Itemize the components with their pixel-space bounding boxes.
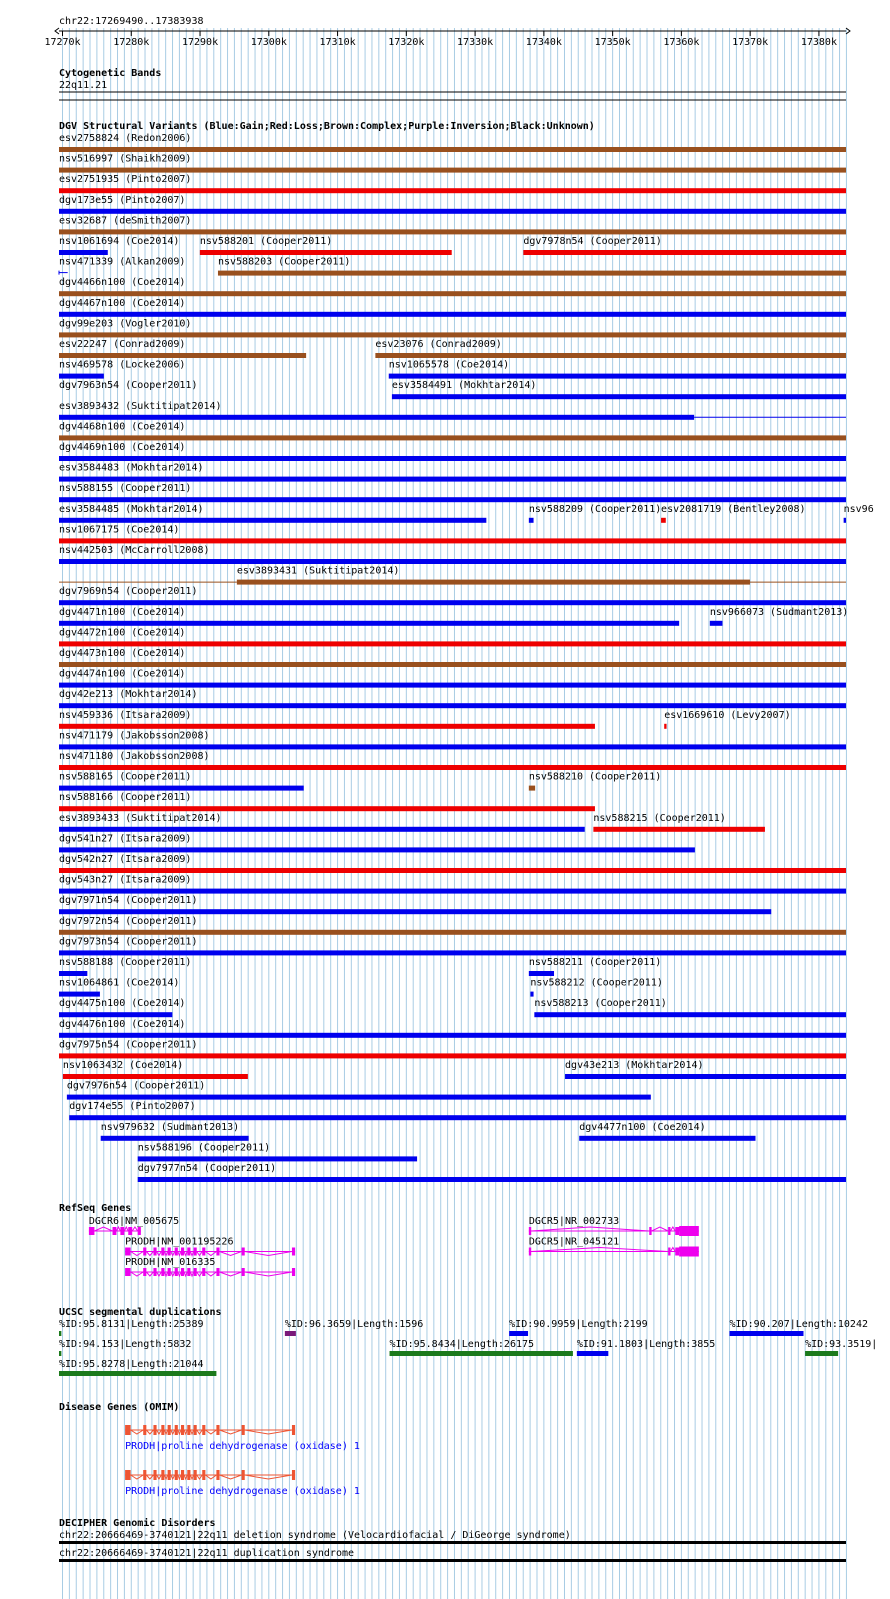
dgv-feature-label[interactable]: nsv588215 (Cooper2011) xyxy=(593,812,726,824)
dgv-feature-bar[interactable] xyxy=(59,312,846,317)
cytoband-track-title: Cytogenetic Bands xyxy=(59,68,162,79)
refseq-strand-chevron-icon xyxy=(131,1272,144,1276)
dgv-feature-bar[interactable] xyxy=(664,724,666,729)
refseq-exon[interactable] xyxy=(168,1268,171,1276)
refseq-exon[interactable] xyxy=(161,1248,164,1256)
dgv-feature-bar[interactable] xyxy=(59,703,846,708)
dgv-feature-bar[interactable] xyxy=(59,971,87,976)
dgv-feature-label[interactable]: esv3893431 (Suktitipat2014) xyxy=(236,565,400,577)
dgv-feature-bar[interactable] xyxy=(59,291,846,296)
dgv-feature-bar[interactable] xyxy=(59,353,306,358)
dgv-feature-label[interactable]: dgv4473n100 (Coe2014) xyxy=(59,648,186,659)
dgv-feature-label[interactable]: dgv4472n100 (Coe2014) xyxy=(59,627,186,639)
segdup-feature-bar[interactable] xyxy=(390,1351,573,1356)
refseq-exon[interactable] xyxy=(202,1268,205,1276)
dgv-feature-label[interactable]: dgv7971n54 (Cooper2011) xyxy=(59,895,198,907)
refseq-strand-chevron-icon xyxy=(184,1252,187,1256)
decipher-feature-label[interactable]: chr22:20666469-3740121|22q11 deletion syndrome (Velocardiofacial / DiGeorge syndrome) xyxy=(59,1530,571,1541)
dgv-feature-label[interactable]: dgv7978n54 (Cooper2011) xyxy=(523,236,662,247)
omim-exon[interactable] xyxy=(202,1425,205,1435)
refseq-exon[interactable] xyxy=(120,1227,124,1235)
dgv-feature-label[interactable]: dgv7969n54 (Cooper2011) xyxy=(59,586,198,598)
ruler-tick-label: 17380k xyxy=(800,37,837,48)
ruler-tick-label: 17340k xyxy=(525,37,562,48)
dgv-feature-bar[interactable] xyxy=(661,518,666,523)
dgv-feature-label[interactable]: dgv4476n100 (Coe2014) xyxy=(59,1018,186,1030)
refseq-strand-chevron-icon xyxy=(220,1272,242,1276)
refseq-exon[interactable] xyxy=(153,1268,156,1276)
refseq-strand-chevron-icon xyxy=(132,1227,138,1231)
dgv-feature-bar[interactable] xyxy=(59,477,846,482)
ruler-tick-label: 17320k xyxy=(388,37,425,48)
dgv-feature-bar[interactable] xyxy=(69,1115,846,1120)
dgv-feature-bar[interactable] xyxy=(59,950,846,955)
dgv-feature-bar[interactable] xyxy=(59,827,585,832)
dgv-feature-bar[interactable] xyxy=(59,374,104,379)
dgv-feature-label[interactable]: nsv96 xyxy=(843,503,874,515)
dgv-feature-label[interactable]: dgv7977n54 (Cooper2011) xyxy=(137,1163,277,1174)
dgv-feature-bar[interactable] xyxy=(59,332,846,337)
segdup-feature-bar[interactable] xyxy=(805,1351,838,1356)
omim-exon[interactable] xyxy=(161,1425,164,1435)
dgv-feature-bar[interactable] xyxy=(59,930,846,935)
dgv-feature-bar[interactable] xyxy=(392,394,846,399)
dgv-feature-bar[interactable] xyxy=(59,683,846,688)
cytoband-band-label: 22q11.21 xyxy=(59,80,108,91)
refseq-exon[interactable] xyxy=(529,1248,531,1256)
omim-exon[interactable] xyxy=(125,1425,131,1435)
ruler-tick-label: 17330k xyxy=(457,37,494,48)
omim-exon[interactable] xyxy=(161,1470,164,1480)
refseq-exon[interactable] xyxy=(194,1268,197,1276)
omim-strand-chevron-icon xyxy=(131,1430,144,1434)
dgv-feature-label[interactable]: nsv442503 (McCarroll2008) xyxy=(59,545,210,556)
dgv-feature-label[interactable]: dgv42e213 (Mokhtar2014) xyxy=(59,689,198,701)
dgv-feature-label[interactable]: nsv1064861 (Coe2014) xyxy=(59,977,180,989)
dgv-feature-bar[interactable] xyxy=(534,1012,846,1017)
dgv-feature-label[interactable]: nsv588210 (Cooper2011) xyxy=(528,771,662,783)
dgv-track-title: DGV Structural Variants (Blue:Gain;Red:Loss;Brown:Complex;Purple:Inversion;Black:Unknown) xyxy=(59,121,595,132)
segdup-feature-bar[interactable] xyxy=(59,1351,61,1356)
refseq-exon[interactable] xyxy=(194,1248,197,1256)
dgv-feature-label[interactable]: esv3893432 (Suktitipat2014) xyxy=(59,400,222,412)
refseq-gene-label[interactable]: DGCR5|NR_002733 xyxy=(528,1216,620,1227)
dgv-feature-label[interactable]: dgv542n27 (Itsara2009) xyxy=(59,854,192,865)
dgv-feature-label[interactable]: esv3584485 (Mokhtar2014) xyxy=(59,503,204,515)
dgv-feature-bar[interactable] xyxy=(59,600,846,605)
refseq-gene-label[interactable]: PRODH|NM_001195226 xyxy=(125,1236,234,1248)
dgv-feature-label[interactable]: nsv588211 (Cooper2011) xyxy=(528,957,662,968)
dgv-feature-label[interactable]: dgv7972n54 (Cooper2011) xyxy=(59,915,198,927)
omim-exon[interactable] xyxy=(187,1470,190,1480)
omim-exon[interactable] xyxy=(216,1425,219,1435)
dgv-feature-bar[interactable] xyxy=(389,374,846,379)
dgv-feature-label[interactable]: esv1669610 (Levy2007) xyxy=(664,709,791,721)
dgv-feature-label[interactable]: nsv459336 (Itsara2009) xyxy=(59,709,192,721)
dgv-feature-label[interactable]: esv2758824 (Redon2006) xyxy=(59,133,192,144)
dgv-feature-label[interactable]: nsv588188 (Cooper2011) xyxy=(59,957,192,968)
refseq-exon[interactable] xyxy=(143,1268,146,1276)
dgv-feature-bar[interactable] xyxy=(529,971,554,976)
dgv-feature-label[interactable]: nsv588212 (Cooper2011) xyxy=(530,977,663,989)
dgv-feature-bar[interactable] xyxy=(138,1177,846,1182)
dgv-feature-bar[interactable] xyxy=(59,497,846,502)
segdup-feature-bar[interactable] xyxy=(285,1331,296,1336)
refseq-exon[interactable] xyxy=(138,1227,141,1235)
dgv-feature-label[interactable]: nsv516997 (Shaikh2009) xyxy=(59,153,192,165)
dgv-feature-bar[interactable] xyxy=(59,806,595,811)
refseq-exon[interactable] xyxy=(143,1248,146,1256)
dgv-feature-bar[interactable] xyxy=(529,518,534,523)
omim-track-title: Disease Genes (OMIM) xyxy=(59,1402,180,1413)
dgv-feature-label[interactable]: dgv4467n100 (Coe2014) xyxy=(59,297,186,309)
segdup-feature-bar[interactable] xyxy=(730,1331,804,1336)
dgv-feature-label[interactable]: dgv7976n54 (Cooper2011) xyxy=(66,1080,206,1092)
dgv-feature-bar[interactable] xyxy=(218,271,846,276)
segdup-feature-label[interactable]: %ID:95.8434|Length:26175 xyxy=(389,1339,535,1350)
refseq-exon[interactable] xyxy=(89,1227,95,1235)
dgv-feature-bar[interactable] xyxy=(59,147,846,152)
refseq-exon[interactable] xyxy=(153,1248,156,1256)
dgv-feature-bar[interactable] xyxy=(59,456,846,461)
dgv-feature-label[interactable]: dgv43e213 (Mokhtar2014) xyxy=(565,1060,704,1071)
omim-exon[interactable] xyxy=(292,1470,295,1480)
refseq-exon[interactable] xyxy=(113,1227,117,1235)
omim-exon[interactable] xyxy=(153,1425,156,1435)
omim-strand-chevron-icon xyxy=(184,1475,187,1479)
omim-exon[interactable] xyxy=(168,1470,171,1480)
decipher-track-title: DECIPHER Genomic Disorders xyxy=(59,1518,216,1529)
dgv-feature-bar[interactable] xyxy=(59,641,846,646)
omim-exon[interactable] xyxy=(202,1470,205,1480)
dgv-feature-label[interactable]: nsv1067175 (Coe2014) xyxy=(59,524,180,536)
dgv-feature-label[interactable]: nsv588165 (Cooper2011) xyxy=(59,771,192,783)
refseq-strand-chevron-icon xyxy=(220,1252,242,1256)
segdup-feature-bar[interactable] xyxy=(577,1351,608,1356)
omim-strand-chevron-icon xyxy=(131,1475,144,1479)
omim-exon[interactable] xyxy=(194,1425,197,1435)
refseq-gene-label[interactable]: PRODH|NM_016335 xyxy=(125,1257,216,1268)
segdup-feature-bar[interactable] xyxy=(59,1331,61,1336)
dgv-feature-label[interactable]: esv3893433 (Suktitipat2014) xyxy=(59,812,222,824)
dgv-feature-label[interactable]: nsv471179 (Jakobsson2008) xyxy=(59,730,210,742)
refseq-exon[interactable] xyxy=(202,1248,205,1256)
segdup-feature-label[interactable]: %ID:95.8131|Length:25389 xyxy=(59,1319,204,1330)
dgv-feature-label[interactable]: nsv471180 (Jakobsson2008) xyxy=(59,751,210,762)
segdup-feature-label[interactable]: %ID:90.207|Length:10242 xyxy=(729,1319,869,1330)
dgv-feature-label[interactable]: dgv541n27 (Itsara2009) xyxy=(59,833,192,845)
omim-exon[interactable] xyxy=(143,1470,146,1480)
dgv-feature-label[interactable]: dgv173e55 (Pinto2007) xyxy=(59,194,186,206)
ruler-tick-label: 17370k xyxy=(732,37,769,48)
dgv-feature-bar[interactable] xyxy=(59,744,846,749)
segdup-feature-label[interactable]: %ID:94.153|Length:5832 xyxy=(59,1339,192,1350)
dgv-feature-bar[interactable] xyxy=(59,518,486,523)
refseq-exon[interactable] xyxy=(292,1248,295,1256)
segdup-feature-bar[interactable] xyxy=(509,1331,528,1336)
dgv-feature-label[interactable]: nsv588213 (Cooper2011) xyxy=(534,998,667,1010)
dgv-feature-bar[interactable] xyxy=(844,518,846,523)
dgv-feature-label[interactable]: dgv4468n100 (Coe2014) xyxy=(59,421,186,433)
omim-exon[interactable] xyxy=(216,1470,219,1480)
region-label: chr22:17269490..17383938 xyxy=(59,16,204,27)
dgv-feature-label[interactable]: nsv1061694 (Coe2014) xyxy=(59,236,180,247)
refseq-strand-chevron-icon xyxy=(131,1252,144,1256)
dgv-feature-label[interactable]: nsv966073 (Sudmant2013) xyxy=(709,606,849,618)
omim-exon[interactable] xyxy=(181,1425,184,1435)
refseq-strand-chevron-icon xyxy=(124,1227,128,1231)
dgv-feature-label[interactable]: nsv588203 (Cooper2011) xyxy=(217,256,351,268)
dgv-feature-bar[interactable] xyxy=(59,724,595,729)
omim-strand-chevron-icon xyxy=(197,1475,203,1479)
ruler-tick-label: 17310k xyxy=(319,37,356,48)
refseq-gene-label[interactable]: DGCR6|NM_005675 xyxy=(88,1216,180,1227)
refseq-exon[interactable] xyxy=(242,1248,245,1256)
dgv-feature-bar[interactable] xyxy=(101,1136,249,1141)
dgv-feature-bar[interactable] xyxy=(59,415,694,420)
dgv-feature-bar[interactable] xyxy=(200,250,452,255)
omim-exon[interactable] xyxy=(168,1425,171,1435)
dgv-feature-label[interactable]: nsv1063432 (Coe2014) xyxy=(62,1060,184,1071)
dgv-feature-label[interactable]: dgv7963n54 (Cooper2011) xyxy=(59,380,198,392)
refseq-strand-chevron-icon xyxy=(197,1272,203,1276)
dgv-feature-bar[interactable] xyxy=(63,1074,248,1079)
dgv-feature-label[interactable]: dgv174e55 (Pinto2007) xyxy=(69,1101,196,1113)
refseq-strand-chevron-icon xyxy=(531,1248,668,1252)
dgv-feature-bar[interactable] xyxy=(710,621,723,626)
dgv-feature-label[interactable]: esv2751935 (Pinto2007) xyxy=(59,174,192,186)
ruler-tick-label: 17280k xyxy=(113,37,150,48)
segdup-track-title: UCSC segmental duplications xyxy=(59,1307,222,1318)
omim-exon[interactable] xyxy=(175,1425,178,1435)
dgv-feature-bar[interactable] xyxy=(59,847,695,852)
dgv-feature-bar[interactable] xyxy=(593,827,765,832)
dgv-feature-bar[interactable] xyxy=(565,1074,846,1079)
omim-exon[interactable] xyxy=(175,1470,178,1480)
ruler-tick-label: 17270k xyxy=(44,37,81,48)
dgv-feature-bar[interactable] xyxy=(59,168,846,173)
dgv-feature-label[interactable]: esv3584483 (Mokhtar2014) xyxy=(59,462,204,474)
refseq-exon[interactable] xyxy=(181,1248,184,1256)
refseq-exon[interactable] xyxy=(216,1268,219,1276)
segdup-feature-label[interactable]: %ID:90.9959|Length:2199 xyxy=(509,1319,648,1330)
omim-exon[interactable] xyxy=(242,1425,245,1435)
omim-exon[interactable] xyxy=(153,1470,156,1480)
dgv-feature-bar[interactable] xyxy=(59,662,846,667)
omim-exon[interactable] xyxy=(125,1470,131,1480)
ruler-left-arrow-icon[interactable] xyxy=(55,28,59,34)
decipher-feature-bar[interactable] xyxy=(59,1559,846,1562)
segdup-feature-label[interactable]: %ID:96.3659|Length:1596 xyxy=(284,1319,424,1330)
dgv-feature-label[interactable]: dgv4477n100 (Coe2014) xyxy=(579,1121,706,1133)
dgv-feature-bar[interactable] xyxy=(67,1095,651,1100)
dgv-feature-bar[interactable] xyxy=(59,1012,172,1017)
dgv-feature-label[interactable]: dgv4466n100 (Coe2014) xyxy=(59,277,186,289)
refseq-exon[interactable] xyxy=(161,1268,164,1276)
dgv-feature-label[interactable]: dgv99e203 (Vogler2010) xyxy=(59,318,192,330)
dgv-feature-label[interactable]: nsv979632 (Sudmant2013) xyxy=(100,1121,240,1133)
dgv-feature-bar[interactable] xyxy=(138,1156,417,1161)
decipher-feature-label[interactable]: chr22:20666469-3740121|22q11 duplication syndrome xyxy=(59,1548,355,1559)
omim-strand-chevron-icon xyxy=(184,1430,187,1434)
dgv-feature-bar[interactable] xyxy=(59,188,846,193)
dgv-feature-bar[interactable] xyxy=(237,580,750,585)
dgv-feature-bar[interactable] xyxy=(59,538,846,543)
refseq-exon[interactable] xyxy=(125,1268,131,1276)
dgv-feature-bar[interactable] xyxy=(579,1136,755,1141)
dgv-feature-label[interactable]: nsv588201 (Cooper2011) xyxy=(199,236,333,247)
refseq-exon[interactable] xyxy=(668,1248,670,1256)
segdup-feature-label[interactable]: %ID:91.1803|Length:3855 xyxy=(576,1339,716,1350)
dgv-feature-label[interactable]: nsv588155 (Cooper2011) xyxy=(59,483,192,495)
omim-exon[interactable] xyxy=(143,1425,146,1435)
refseq-strand-chevron-icon xyxy=(197,1252,203,1256)
dgv-feature-bar[interactable] xyxy=(59,559,846,564)
omim-strand-chevron-icon xyxy=(220,1430,242,1434)
refseq-exon[interactable] xyxy=(679,1226,699,1236)
dgv-feature-label[interactable]: nsv471339 (Alkan2009) xyxy=(59,256,186,268)
omim-exon[interactable] xyxy=(181,1470,184,1480)
refseq-gene-label[interactable]: DGCR5|NR_045121 xyxy=(528,1236,620,1248)
dgv-feature-bar[interactable] xyxy=(59,889,846,894)
dgv-feature-bar[interactable] xyxy=(59,786,304,791)
dgv-feature-bar[interactable] xyxy=(59,621,679,626)
refseq-exon[interactable] xyxy=(292,1268,295,1276)
ruler-tick-label: 17360k xyxy=(663,37,700,48)
dgv-feature-bar[interactable] xyxy=(529,786,535,791)
refseq-exon[interactable] xyxy=(216,1248,219,1256)
refseq-exon[interactable] xyxy=(187,1268,190,1276)
dgv-feature-bar[interactable] xyxy=(59,1053,846,1058)
dgv-feature-label[interactable]: dgv4475n100 (Coe2014) xyxy=(59,998,186,1010)
dgv-feature-label[interactable]: dgv543n27 (Itsara2009) xyxy=(59,874,192,886)
dgv-feature-label[interactable]: nsv1065578 (Coe2014) xyxy=(388,359,510,371)
ruler-tick-label: 17300k xyxy=(250,37,287,48)
segdup-feature-label[interactable]: %ID:93.3519| xyxy=(805,1339,878,1350)
omim-strand-chevron-icon xyxy=(197,1430,203,1434)
refseq-exon[interactable] xyxy=(168,1248,171,1256)
dgv-feature-bar[interactable] xyxy=(59,250,108,255)
dgv-feature-label[interactable]: dgv4469n100 (Coe2014) xyxy=(59,442,186,453)
omim-exon[interactable] xyxy=(242,1470,245,1480)
omim-exon[interactable] xyxy=(292,1425,295,1435)
refseq-exon[interactable] xyxy=(529,1227,531,1235)
refseq-exon[interactable] xyxy=(128,1227,132,1235)
dgv-feature-bar[interactable] xyxy=(59,909,771,914)
dgv-feature-bar[interactable] xyxy=(530,992,533,997)
dgv-feature-bar[interactable] xyxy=(59,868,846,873)
dgv-feature-bar[interactable] xyxy=(523,250,846,255)
refseq-exon[interactable] xyxy=(649,1227,651,1235)
dgv-feature-label[interactable]: nsv588196 (Cooper2011) xyxy=(137,1142,271,1154)
refseq-exon[interactable] xyxy=(181,1268,184,1276)
refseq-exon[interactable] xyxy=(675,1227,679,1235)
segdup-feature-label[interactable]: %ID:95.8278|Length:21044 xyxy=(59,1359,204,1370)
dgv-feature-label[interactable]: esv2081719 (Bentley2008) xyxy=(661,503,806,515)
dgv-feature-bar[interactable] xyxy=(59,1033,846,1038)
omim-gene-label[interactable]: PRODH|proline dehydrogenase (oxidase) 1 xyxy=(125,1441,360,1452)
dgv-feature-label[interactable]: nsv588209 (Cooper2011) xyxy=(528,503,662,515)
dgv-feature-label[interactable]: dgv4471n100 (Coe2014) xyxy=(59,606,186,618)
omim-exon[interactable] xyxy=(194,1470,197,1480)
decipher-feature-bar[interactable] xyxy=(59,1541,846,1544)
dgv-feature-bar[interactable] xyxy=(59,435,846,440)
refseq-exon[interactable] xyxy=(187,1248,190,1256)
refseq-exon[interactable] xyxy=(668,1227,670,1235)
segdup-feature-bar[interactable] xyxy=(59,1371,216,1376)
dgv-feature-bar[interactable] xyxy=(59,229,846,234)
ruler-tick-label: 17290k xyxy=(181,37,219,48)
refseq-exon[interactable] xyxy=(125,1248,131,1256)
dgv-feature-label[interactable]: dgv4474n100 (Coe2014) xyxy=(59,668,186,680)
dgv-feature-bar[interactable] xyxy=(59,992,100,997)
refseq-strand-chevron-icon xyxy=(531,1227,649,1231)
dgv-feature-label[interactable]: nsv588166 (Cooper2011) xyxy=(59,792,192,804)
omim-exon[interactable] xyxy=(187,1425,190,1435)
dgv-feature-bar[interactable] xyxy=(59,765,846,770)
dgv-feature-label[interactable]: esv32687 (deSmith2007) xyxy=(59,215,192,227)
omim-gene-label[interactable]: PRODH|proline dehydrogenase (oxidase) 1 xyxy=(125,1486,360,1497)
dgv-feature-label[interactable]: esv22247 (Conrad2009) xyxy=(59,339,186,350)
refseq-exon[interactable] xyxy=(675,1248,679,1256)
refseq-exon[interactable] xyxy=(679,1247,699,1257)
refseq-strand-chevron-icon xyxy=(184,1272,187,1276)
ruler-tick-label: 17350k xyxy=(594,37,631,48)
dgv-feature-label[interactable]: dgv7973n54 (Cooper2011) xyxy=(59,936,198,948)
refseq-exon[interactable] xyxy=(242,1268,245,1276)
omim-strand-chevron-icon xyxy=(220,1475,242,1479)
dgv-feature-label[interactable]: nsv469578 (Locke2006) xyxy=(59,359,186,371)
refseq-exon[interactable] xyxy=(175,1268,178,1276)
refseq-exon[interactable] xyxy=(175,1248,178,1256)
dgv-feature-bar[interactable] xyxy=(59,209,846,214)
dgv-feature-label[interactable]: dgv7975n54 (Cooper2011) xyxy=(59,1039,198,1051)
dgv-feature-label[interactable]: esv23076 (Conrad2009) xyxy=(375,339,502,350)
dgv-feature-label[interactable]: esv3584491 (Mokhtar2014) xyxy=(391,380,537,392)
dgv-feature-bar[interactable] xyxy=(375,353,846,358)
refseq-track-title: RefSeq Genes xyxy=(59,1203,132,1214)
